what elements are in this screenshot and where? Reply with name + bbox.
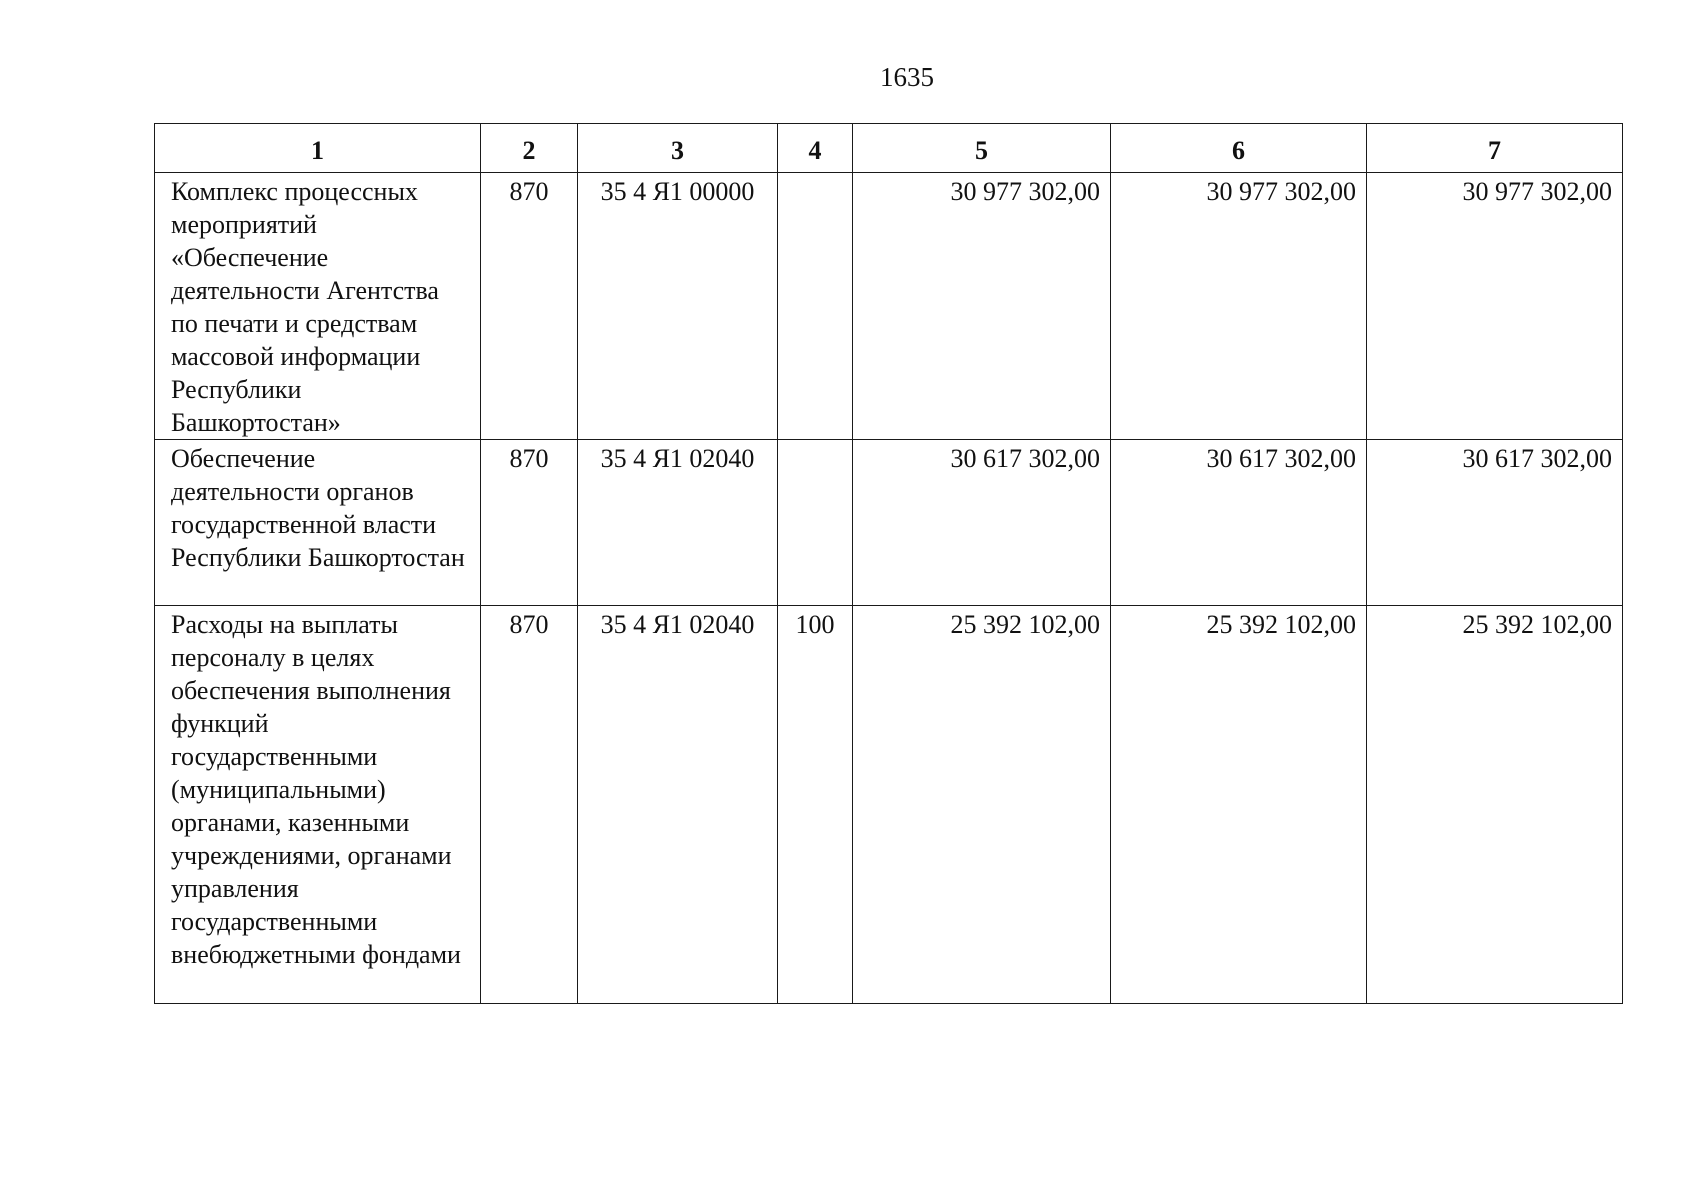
page-number: 1635 <box>880 62 934 92</box>
column-header: 2 <box>481 124 578 173</box>
table-row <box>155 173 1623 440</box>
row-code: 870 <box>481 440 578 606</box>
row-sum-3: 25 392 102,00 <box>1367 606 1623 1004</box>
column-header: 5 <box>853 124 1111 173</box>
table-row <box>155 606 1623 1004</box>
row-sum-1: 25 392 102,00 <box>853 606 1111 1004</box>
column-header: 6 <box>1111 124 1367 173</box>
row-sum-2: 25 392 102,00 <box>1111 606 1367 1004</box>
row-sum-2: 30 977 302,00 <box>1111 173 1367 440</box>
row-type <box>778 440 853 606</box>
row-target: 35 4 Я1 00000 <box>578 173 778 440</box>
row-target: 35 4 Я1 02040 <box>578 606 778 1004</box>
row-type <box>778 173 853 440</box>
row-sum-3: 30 977 302,00 <box>1367 173 1623 440</box>
column-header: 4 <box>778 124 853 173</box>
header-row <box>155 124 1623 173</box>
row-sum-1: 30 977 302,00 <box>853 173 1111 440</box>
column-header: 1 <box>155 124 481 173</box>
row-name: Расходы на выплаты персоналу в целях обеспечения выполнения функций государственными (муниципальными) органами, казенными учреждениями, органами управления государственными внебюджетными фондами <box>155 606 481 1004</box>
table-row <box>155 440 1623 606</box>
row-target: 35 4 Я1 02040 <box>578 440 778 606</box>
row-name: Обеспечение деятельности органов государственной власти Республики Башкортостан <box>155 440 481 606</box>
column-header: 7 <box>1367 124 1623 173</box>
row-name: Комплекс процессных мероприятий «Обеспечение деятельности Агентства по печати и средствам массовой информации Республики Башкортостан» <box>155 173 481 440</box>
budget-table <box>154 123 1623 1004</box>
row-sum-3: 30 617 302,00 <box>1367 440 1623 606</box>
row-code: 870 <box>481 173 578 440</box>
row-type: 100 <box>778 606 853 1004</box>
row-sum-2: 30 617 302,00 <box>1111 440 1367 606</box>
row-sum-1: 30 617 302,00 <box>853 440 1111 606</box>
column-header: 3 <box>578 124 778 173</box>
row-code: 870 <box>481 606 578 1004</box>
